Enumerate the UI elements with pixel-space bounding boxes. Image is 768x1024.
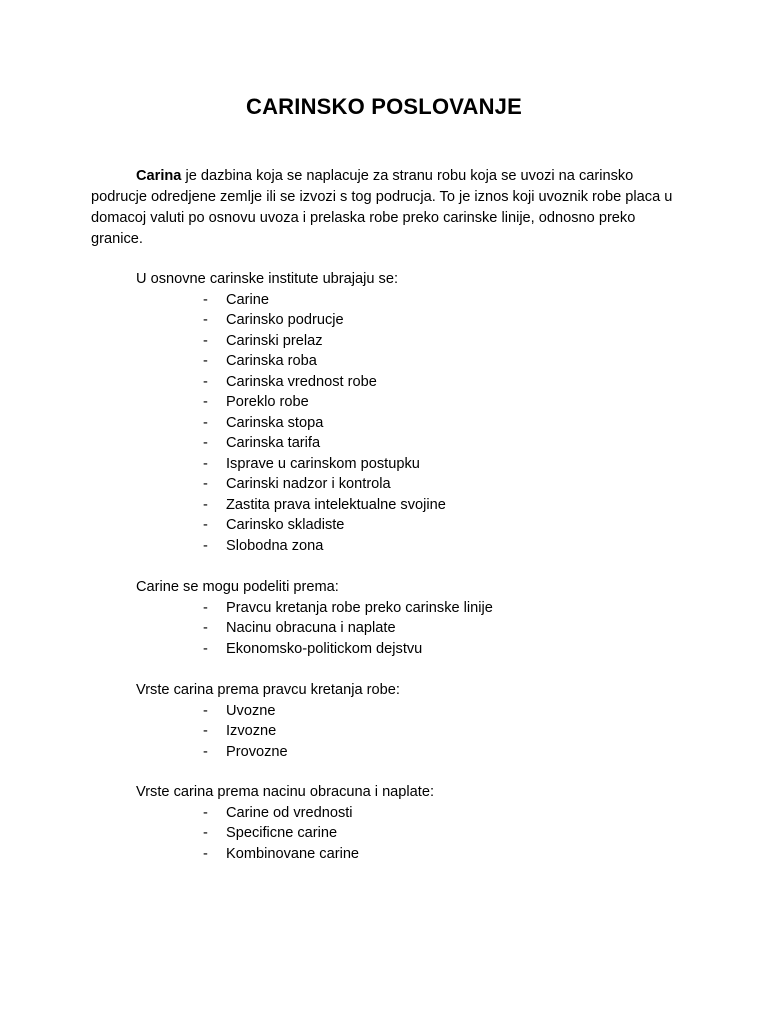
list-item (136, 290, 696, 311)
bullet-dash: - (203, 353, 208, 369)
list-item-text: Carinsko podrucje (226, 312, 344, 328)
list-item (136, 495, 696, 516)
bullet-dash: - (203, 517, 208, 533)
list-item (136, 639, 696, 660)
bullet-dash: - (203, 455, 208, 472)
list-item (136, 454, 696, 475)
list-item-text: Carinska stopa (226, 414, 324, 431)
document-title: CARINSKO POSLOVANJE (246, 94, 522, 119)
list-item-text: Carinska roba (226, 353, 317, 369)
bullet-dash: - (203, 476, 208, 492)
bullet-dash: - (203, 435, 208, 451)
section-heading: Vrste carina prema nacinu obracuna i naplate: (136, 784, 434, 800)
list-item (136, 721, 696, 742)
bullet-dash: - (203, 804, 208, 821)
list-item (136, 701, 696, 722)
bullet-dash: - (203, 702, 208, 719)
section-heading: Carine se mogu podeliti prema: (136, 579, 339, 595)
list-item-text: Pravcu kretanja robe preko carinske linije (226, 599, 493, 616)
list-item-text: Izvozne (226, 723, 277, 739)
list-item-text: Zastita prava intelektualne svojine (226, 496, 446, 513)
bullet-dash: - (203, 332, 208, 349)
bullet-list (136, 598, 696, 660)
list-item-text: Poreklo robe (226, 394, 309, 410)
bullet-dash: - (203, 845, 208, 862)
intro-paragraph (91, 166, 681, 250)
list-item (136, 392, 696, 413)
intro-text: je dazbina koja se naplacuje za stranu robu koja se uvozi na carinsko podrucje odredjene zemlje ili se izvozi s tog podrucja. To je iznos koji uvoznik robe placa u domacoj valuti po osnovu uvoza i prelaska robe preko carinske linije, odnosno preko granice. (91, 168, 673, 247)
bullet-list (136, 803, 696, 865)
bullet-dash: - (203, 496, 208, 513)
list-item (136, 844, 696, 865)
list-item (136, 536, 696, 557)
list-item (136, 331, 696, 352)
list-item-text: Carinski prelaz (226, 332, 323, 349)
bullet-dash: - (203, 825, 208, 841)
bullet-dash: - (203, 291, 208, 308)
list-item-text: Specificne carine (226, 825, 338, 841)
list-item-text: Slobodna zona (226, 537, 324, 554)
section-division (136, 577, 696, 659)
list-item (136, 618, 696, 639)
list-item (136, 742, 696, 763)
list-item-text: Carinski nadzor i kontrola (226, 476, 391, 492)
intro-bold-term: Carina (136, 168, 182, 184)
section-calculation (136, 782, 696, 864)
list-item-text: Ekonomsko-politickom dejstvu (226, 640, 423, 657)
bullet-dash: - (203, 394, 208, 410)
list-item (136, 598, 696, 619)
list-item (136, 474, 696, 495)
bullet-dash: - (203, 312, 208, 328)
list-item-text: Carine od vrednosti (226, 804, 353, 821)
list-item-text: Nacinu obracuna i naplate (226, 620, 396, 636)
list-item (136, 803, 696, 824)
section-heading: U osnovne carinske institute ubrajaju se: (136, 271, 399, 287)
list-item-text: Carinska vrednost robe (226, 373, 377, 390)
list-item (136, 372, 696, 393)
bullet-dash: - (203, 743, 208, 760)
list-item-text: Provozne (226, 743, 288, 760)
bullet-dash: - (203, 537, 208, 554)
list-item (136, 413, 696, 434)
list-item (136, 823, 696, 844)
list-item (136, 310, 696, 331)
bullet-list (136, 701, 696, 763)
list-item-text: Isprave u carinskom postupku (226, 455, 420, 472)
bullet-dash: - (203, 723, 208, 739)
list-item-text: Kombinovane carine (226, 845, 360, 862)
section-institutes (136, 269, 696, 556)
bullet-dash: - (203, 640, 208, 657)
list-item-text: Carine (226, 291, 269, 308)
bullet-dash: - (203, 373, 208, 390)
bullet-dash: - (203, 599, 208, 616)
section-direction (136, 680, 696, 762)
list-item-text: Carinska tarifa (226, 435, 321, 451)
bullet-dash: - (203, 620, 208, 636)
list-item (136, 351, 696, 372)
list-item-text: Uvozne (226, 702, 276, 719)
list-item (136, 515, 696, 536)
bullet-dash: - (203, 414, 208, 431)
list-item (136, 433, 696, 454)
section-heading: Vrste carina prema pravcu kretanja robe: (136, 682, 400, 698)
list-item-text: Carinsko skladiste (226, 517, 345, 533)
bullet-list (136, 290, 696, 557)
